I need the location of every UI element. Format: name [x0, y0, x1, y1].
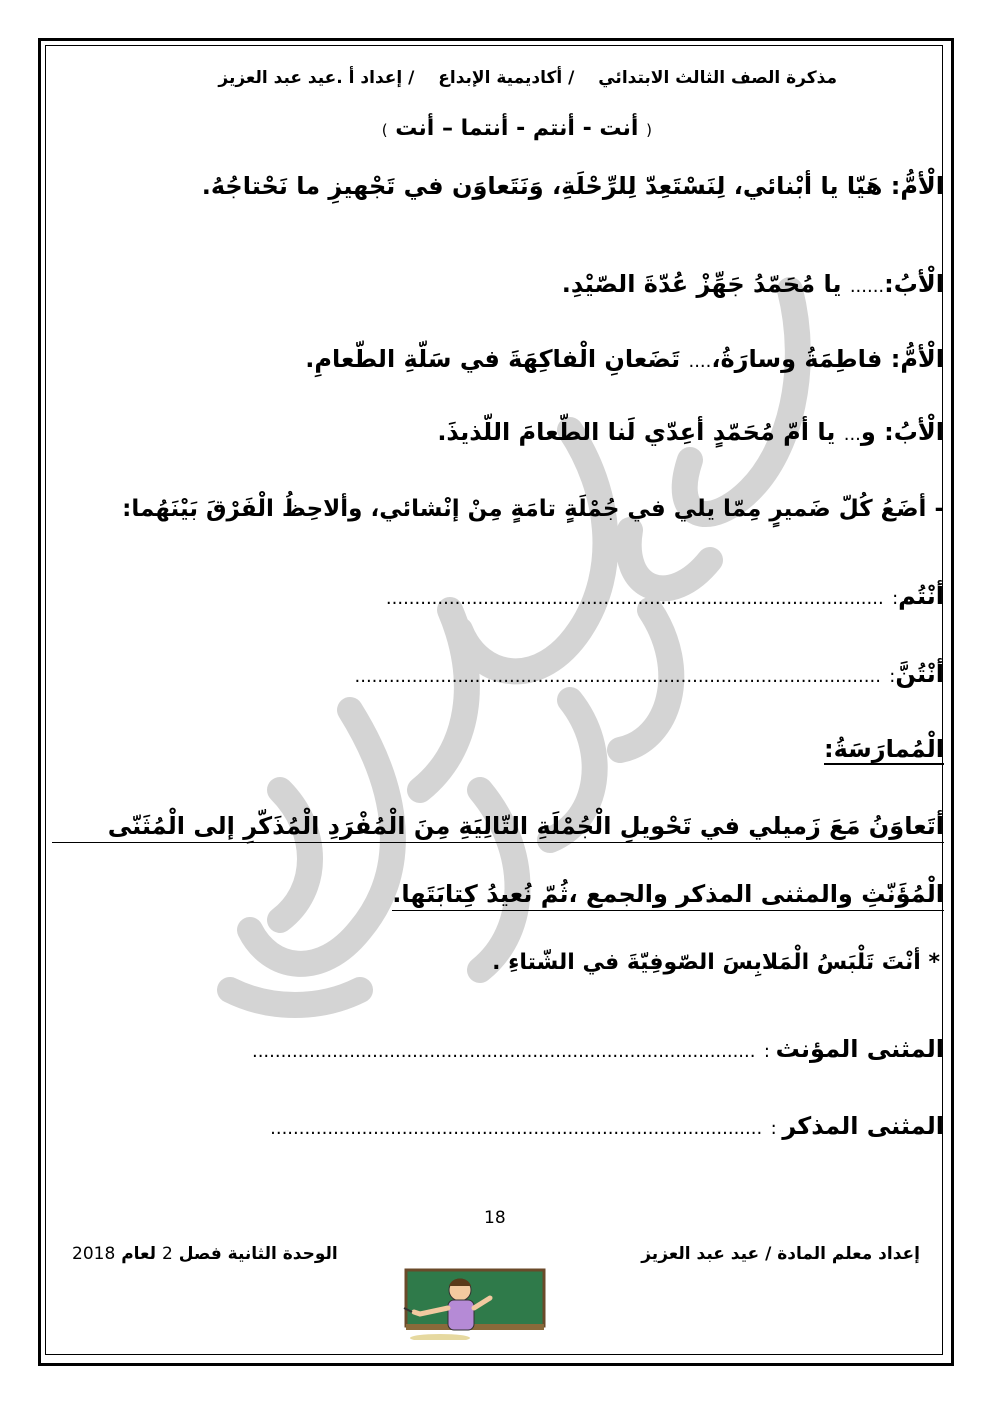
subtitle-close-paren: )	[381, 121, 388, 139]
pronoun-label: أنْتُنَّ	[895, 660, 944, 688]
speaker: الْأمُّ	[900, 172, 944, 200]
subtitle-text: أنت - أنتم - أنتما – أنت	[395, 116, 639, 141]
answer-dual-masculine-row	[270, 1112, 944, 1140]
page-border-inner	[45, 45, 943, 1355]
speaker: الْأبُ	[893, 418, 944, 446]
separator: :	[889, 666, 896, 687]
practice-heading: الْمُمارَسَةُ:	[824, 735, 944, 763]
page-header	[200, 68, 837, 88]
blank-dots[interactable]: ......	[849, 276, 885, 297]
footer-unit-text: الوحدة الثانية فصل	[178, 1244, 338, 1264]
footer-unit	[72, 1244, 338, 1264]
footer-year-label: لعام	[121, 1244, 157, 1264]
footer-author: إعداد معلم المادة / عيد عبد العزيز	[641, 1244, 920, 1264]
dialogue-line-2	[562, 270, 944, 298]
separator: :	[890, 172, 901, 200]
instruction: - أضَعُ كُلّ ضَميرٍ مِمّا يلي في جُمْلَةٍ تامَةٍ مِنْ إنْشائي، وألاحِظُ الْفَرْقَ بَيْنَهُما:	[122, 496, 944, 522]
answer-blank[interactable]: ......................................................................................	[270, 1118, 763, 1139]
speaker: الْأمُّ	[900, 345, 944, 373]
dialogue-text-2: تَضَعانِ الْفاكِهَةَ في سَلّةِ الطّعامِ.	[305, 345, 689, 373]
answer-label: المثنى المؤنث	[775, 1035, 944, 1063]
answer-label: المثنى المذكر	[782, 1112, 944, 1140]
pronoun-antum-row	[386, 582, 944, 610]
dialogue-line-4	[437, 418, 944, 446]
answer-blank[interactable]: .......................................................................................	[385, 588, 884, 609]
dialogue-text: و	[860, 418, 885, 446]
practice-sentence: * أنْتَ تَلْبَسُ الْمَلابِسَ الصّوفِيّةَ في الشّتاءِ .	[492, 950, 940, 975]
subtitle-open-paren: (	[646, 121, 652, 139]
pronouns-subtitle	[382, 116, 652, 141]
header-part3: / إعداد أ .عيد عبد العزيز	[218, 68, 415, 88]
answer-blank[interactable]: ........................................................................................	[251, 1041, 756, 1062]
blank-dots[interactable]: ....	[688, 351, 712, 372]
separator: :	[763, 1041, 776, 1062]
header-part2: / أكاديمية الإبداع	[438, 68, 575, 88]
separator: :	[890, 345, 901, 373]
answer-dual-feminine-row	[252, 1035, 944, 1063]
separator: :	[770, 1118, 783, 1139]
header-part1: مذكرة الصف الثالث الابتدائي	[598, 68, 837, 88]
blank-dots[interactable]: ...	[843, 424, 861, 445]
speaker: الْأبُ	[893, 270, 944, 298]
separator: :	[884, 270, 894, 298]
pronoun-label: أنْتُم	[898, 582, 944, 610]
dialogue-line-3	[305, 345, 944, 373]
dialogue-text: فاطِمَةُ وسارَةُ،	[711, 345, 891, 373]
practice-instruction-line-2: الْمُؤَنّثِ والمثنى المذكر والجمع ،ثُمّ نُعيدُ كِتابَتَها.	[392, 880, 944, 911]
dialogue-text: هَيّا يا أبْنائي، لِنَسْتَعِدّ لِلرِّحْلَةِ، وَنَتَعاوَن في تَجْهيزِ ما نَحْتاجُهُ.	[201, 172, 891, 200]
dialogue-line-1	[202, 172, 944, 200]
dialogue-text-2: يا أمّ مُحَمّدٍ أعِدّي لَنا الطّعامَ اللّذيذَ.	[437, 418, 844, 446]
dialogue-text: يا مُحَمّدُ جَهِّزْ عُدّةَ الصّيْدِ.	[561, 270, 850, 298]
teacher-illustration	[392, 1268, 552, 1340]
footer-year: 2018	[72, 1244, 116, 1264]
footer-term-number: 2	[161, 1244, 173, 1264]
separator: :	[884, 418, 894, 446]
page-number: 18	[484, 1208, 506, 1228]
answer-blank[interactable]: ............................................................................................	[354, 666, 881, 687]
separator: :	[892, 588, 899, 609]
practice-instruction-line-1: أتَعاوَنُ مَعَ زَميلي في تَحْويلِ الْجُمْلَةِ التّالِيَةِ مِنَ الْمُفْرَدِ الْمُذَكّرِ إلى الْمُثَنّى	[52, 812, 944, 843]
pronoun-antunna-row	[355, 660, 944, 688]
